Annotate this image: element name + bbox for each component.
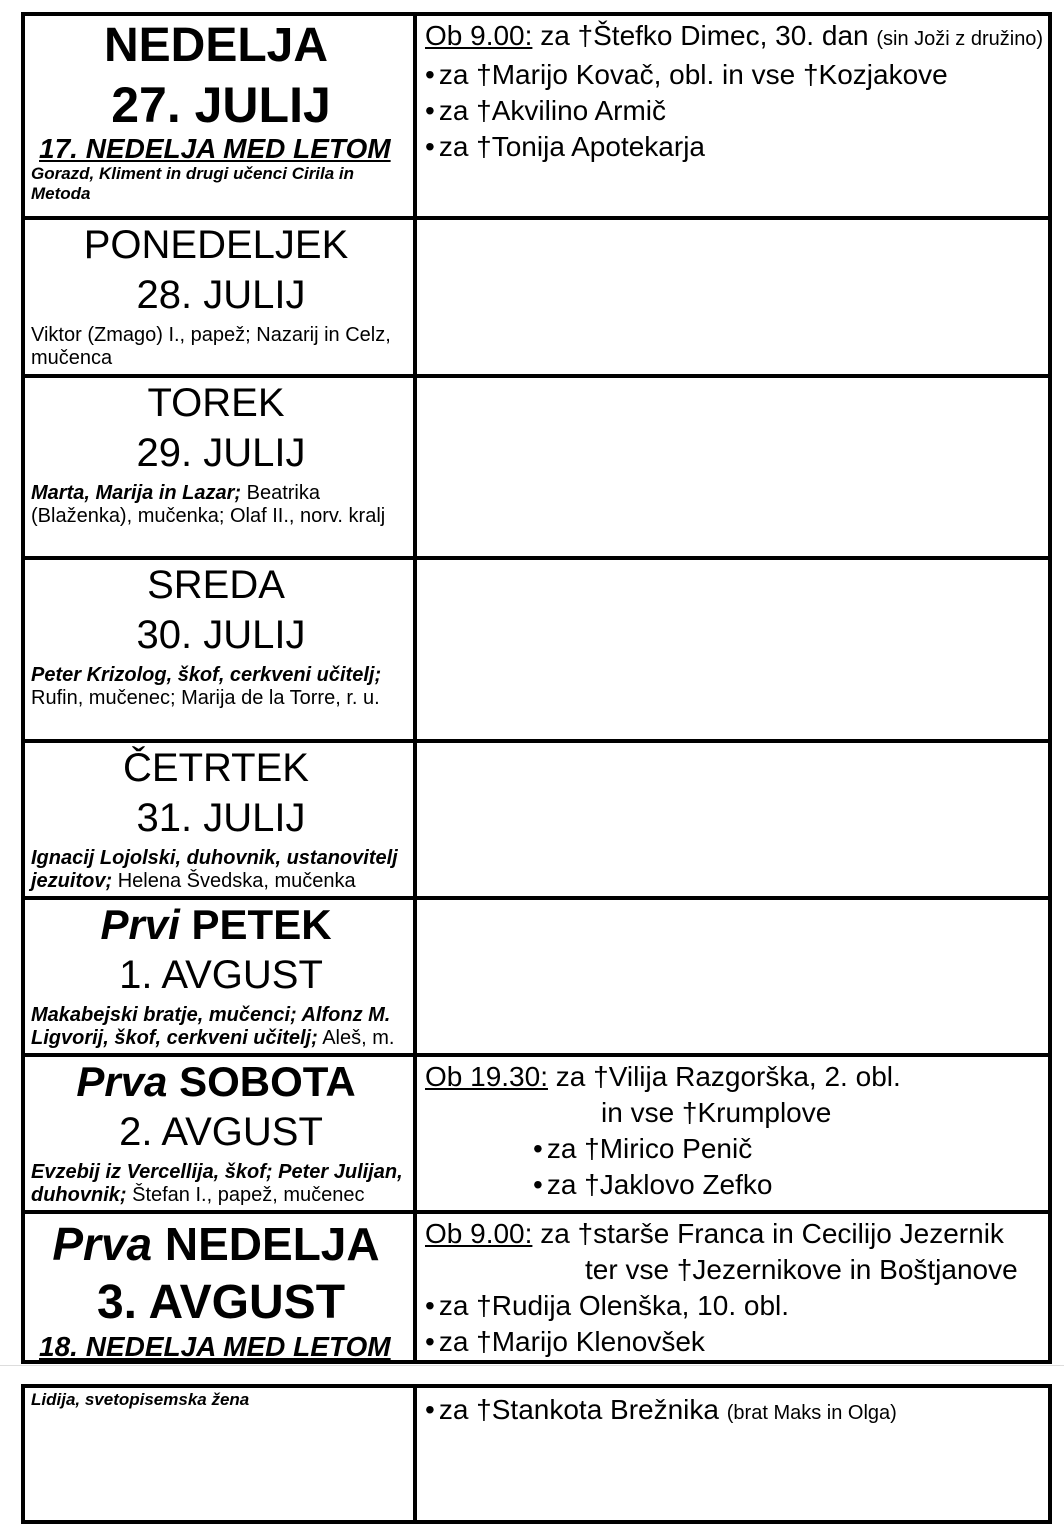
- sunday-title: 18. NEDELJA MED LETOM: [39, 1331, 391, 1362]
- saints: [31, 664, 411, 710]
- mass-time: Ob 19.30:: [425, 1061, 548, 1092]
- saints-feast: Marta, Marija in Lazar;: [31, 482, 242, 504]
- mass-cell: [425, 1059, 1050, 1203]
- mass-cell: [425, 1392, 1050, 1431]
- mass-intention: • za †Akvilino Armič: [425, 93, 1050, 129]
- day-date: 31. JULIJ: [136, 796, 306, 840]
- mass-time: Ob 9.00:: [425, 1218, 533, 1249]
- mass-intention: za †starše Franca in Cecilijo Jezernik: [540, 1218, 1004, 1249]
- mass-continuation: ter vse †Jezernikove in Boštjanove: [585, 1254, 1018, 1285]
- day-name: SREDA: [147, 563, 285, 607]
- sunday-title: 17. NEDELJA MED LETOM: [39, 133, 391, 164]
- saints: [31, 1004, 411, 1050]
- day-cell: [31, 16, 411, 204]
- day-row: [25, 1053, 1048, 1210]
- day-row: [25, 16, 1048, 216]
- saints-feast: Peter Krizolog, škof, cerkveni učitelj;: [31, 664, 382, 686]
- mass-intention: • za †Jaklovo Zefko: [425, 1167, 1050, 1203]
- schedule-table: [21, 12, 1052, 1364]
- mass-cell: [425, 18, 1050, 165]
- day-row: [25, 739, 1048, 896]
- day-date: 29. JULIJ: [136, 431, 306, 475]
- saints-feast: Evzebij iz Vercellija, škof; Peter Julijan, duhovnik;: [31, 1161, 403, 1206]
- saints-feast: Makabejski bratje, mučenci; Alfonz M. Ligvorij, škof, cerkveni učitelj;: [31, 1004, 391, 1049]
- day-prefix: Prvi: [100, 901, 180, 948]
- day-name: Prvi PETEK: [100, 901, 332, 948]
- day-cell: [31, 378, 411, 528]
- saints-other: Aleš, m.: [322, 1027, 395, 1049]
- day-cell: [31, 900, 411, 1050]
- saints: [31, 1390, 411, 1410]
- day-date: 3. AVGUST: [96, 1276, 346, 1329]
- mass-intention: • za †Mirico Penič: [425, 1131, 1050, 1167]
- day-prefix: Prva: [76, 1058, 168, 1105]
- day-date: 28. JULIJ: [136, 273, 306, 317]
- mass-intention: • za †Marijo Kovač, obl. in vse †Kozjakove: [425, 57, 1050, 93]
- mass-note: (sin Joži z družino): [876, 28, 1044, 50]
- continuation-table: [21, 1384, 1052, 1524]
- day-name: TOREK: [147, 381, 285, 425]
- day-date: 2. AVGUST: [119, 1110, 323, 1154]
- day-cell: [31, 1390, 411, 1410]
- day-cell: [31, 560, 411, 710]
- day-cell: [31, 743, 411, 893]
- day-row: [25, 374, 1048, 556]
- column-divider: [413, 1388, 417, 1520]
- mass-intention: • za †Tonija Apotekarja: [425, 129, 1050, 165]
- saints-other: Beatrika (Blaženka), mučenka; Olaf II., norv. kralj: [31, 482, 386, 527]
- day-name: Prva SOBOTA: [76, 1058, 356, 1105]
- day-name: ČETRTEK: [123, 746, 309, 790]
- day-name: Prva NEDELJA: [52, 1218, 380, 1270]
- day-name: NEDELJA: [103, 19, 329, 72]
- page-break: [0, 1365, 1064, 1384]
- mass-intention: za †Štefko Dimec, 30. dan: [540, 20, 869, 51]
- day-cell: [31, 1214, 411, 1362]
- day-row: [25, 556, 1048, 739]
- day-date: 30. JULIJ: [136, 613, 306, 657]
- day-prefix: Prva: [52, 1218, 153, 1270]
- saints-feast: Lidija, svetopisemska žena: [31, 1390, 250, 1409]
- mass-intention: za †Vilija Razgorška, 2. obl.: [555, 1061, 901, 1092]
- day-date: 1. AVGUST: [119, 953, 323, 997]
- saints-other: Štefan I., papež, mučenec: [132, 1184, 365, 1206]
- day-row: [25, 896, 1048, 1053]
- day-row: [25, 216, 1048, 374]
- saints-other: Rufin, mučenec; Marija de la Torre, r. u.: [31, 687, 380, 709]
- day-date: 27. JULIJ: [111, 77, 331, 133]
- mass-intention: • za †Rudija Olenška, 10. obl.: [425, 1288, 1050, 1324]
- day-cell: [31, 1057, 411, 1207]
- saints: [31, 847, 411, 893]
- saints: Gorazd, Kliment in drugi učenci Cirila in Metoda: [31, 164, 355, 203]
- day-name: PONEDELJEK: [83, 223, 349, 267]
- day-row: [25, 1210, 1048, 1364]
- saints: [31, 482, 411, 528]
- saints: Viktor (Zmago) I., papež; Nazarij in Celz, mučenca: [31, 324, 391, 369]
- mass-time: Ob 9.00:: [425, 20, 533, 51]
- mass-intention: • za †Marijo Klenovšek: [425, 1324, 1050, 1360]
- mass-continuation: in vse †Krumplove: [601, 1097, 832, 1128]
- day-cell: [31, 220, 411, 370]
- mass-intention: • za †Stankota Brežnika (brat Maks in Olga): [425, 1392, 1050, 1431]
- mass-cell: [425, 1216, 1050, 1360]
- saints-other: Helena Švedska, mučenka: [117, 870, 356, 892]
- mass-note: (brat Maks in Olga): [726, 1402, 897, 1424]
- saints-feast: Ignacij Lojolski, duhovnik, ustanovitelj jezuitov;: [31, 847, 398, 892]
- saints: [31, 1161, 411, 1207]
